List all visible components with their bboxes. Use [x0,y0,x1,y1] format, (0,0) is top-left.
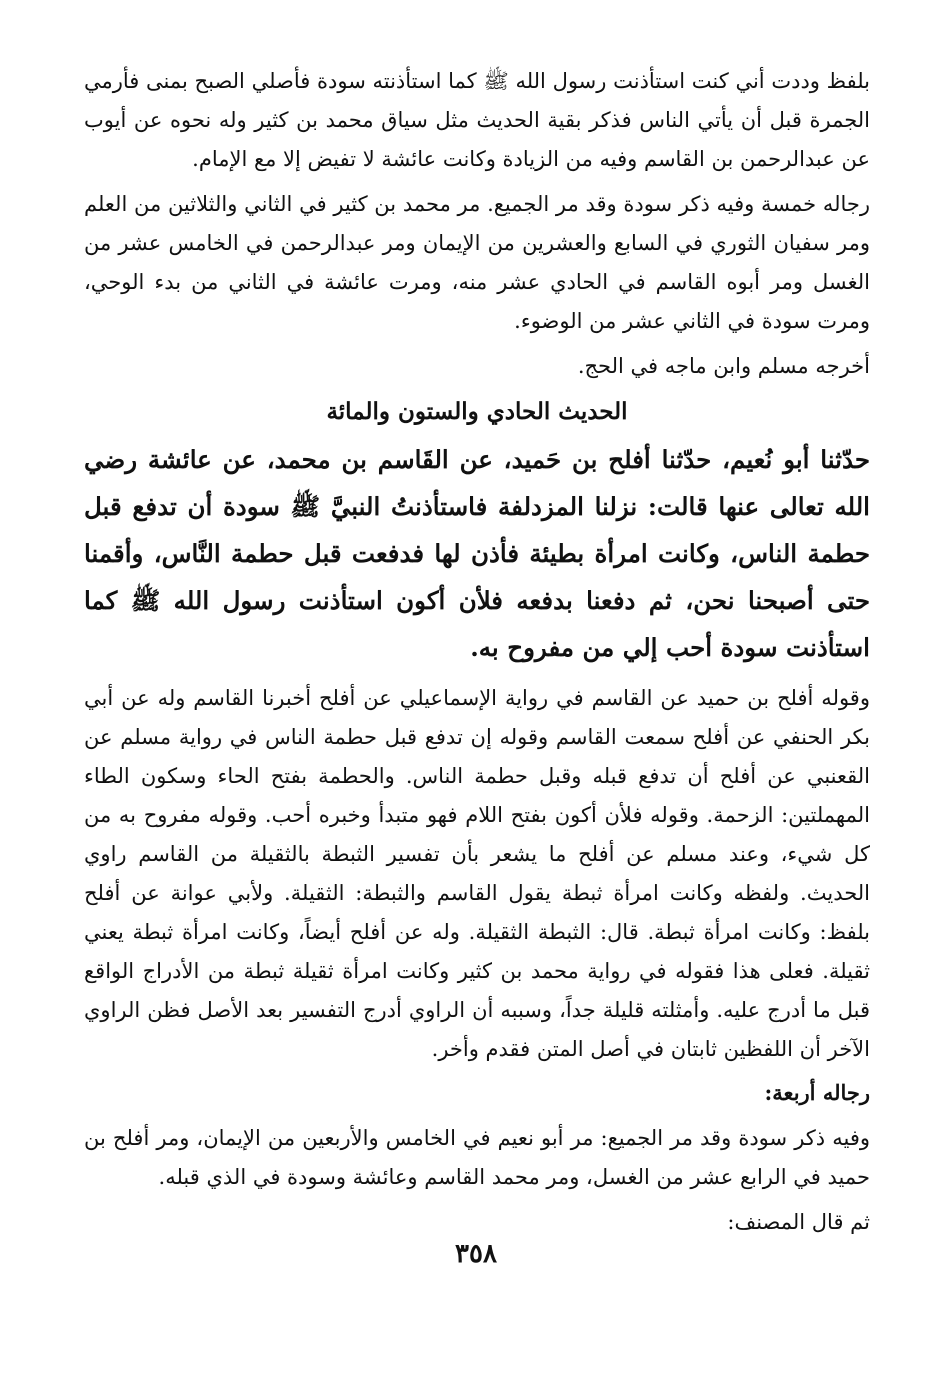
hadith-heading: الحديث الحادي والستون والمائة [326,398,628,425]
page-body [84,62,870,1242]
hadith-text: حدّثنا أبو نُعيم، حدّثنا أفلح بن حَميد، عن القَاسم بن محمد، عن عائشة رضي الله تعالى عنها قالت: نزلنا المزدلفة فاستأذنتُ النبيَّ ﷺ سودة أن تدفع قبل حطمة الناس، وكانت امرأة بطيئة فأذن لها فدفعت قبل حطمة النَّاس، وأقمنا حتى أصبحنا نحن، ثم دفعنا بدفعه فلأن أكون استأذنت رسول الله ﷺ كما استأذنت سودة أحب إلي من مفروح به. [84,445,870,662]
paragraph-narrators: رجاله خمسة وفيه ذكر سودة وقد مر الجميع. مر محمد بن كثير في الثاني والثلاثين من العلم ومر سفيان الثوري في السابع والعشرين من الإيمان ومر عبدالرحمن في الخامس عشر من الغسل ومر أبوه القاسم في الحادي عشر منه، ومرت عائشة في الثاني من بدء الوحي، ومرت سودة في الثاني عشر من الوضوء. [84,192,870,333]
page-number: ٣٥٨ [455,1239,497,1269]
paragraph-continuation: بلفظ وددت أني كنت استأذنت رسول الله ﷺ كما استأذنته سودة فأصلي الصبح بمنى فأرمي الجمرة قبل أن يأتي الناس فذكر بقية الحديث مثل سياق محمد بن كثير وله نحوه عن أيوب عن عبدالرحمن بن القاسم وفيه من الزيادة وكانت عائشة لا تفيض إلا مع الإمام. [84,69,870,171]
paragraph-commentary: وقوله أفلح بن حميد عن القاسم في رواية الإسماعيلي عن أفلح أخبرنا القاسم وله عن أبي بكر الحنفي عن أفلح سمعت القاسم وقوله إن تدفع قبل حطمة الناس في رواية مسلم عن القعنبي عن أفلح أن تدفع قبله وقبل حطمة الناس. والحطمة بفتح الحاء وسكون الطاء المهملتين: الزحمة. وقوله فلأن أكون بفتح اللام فهو متبدأ وخبره أحب. وقوله مفروح به من كل شيء، وعند مسلم عن أفلح ما يشعر بأن تفسير الثبطة بالثقيلة من القاسم راوي الحديث. ولفظه وكانت امرأة ثبطة يقول القاسم والثبطة: الثقيلة. ولأبي عوانة عن أفلح بلفظ: وكانت امرأة ثبطة. قال: الثبطة الثقيلة. وله عن أفلح أيضاً، وكانت امرأة ثبطة يعني ثقيلة. فعلى هذا فقوله في رواية محمد بن كثير وكانت امرأة ثقيلة ثبطة من الأدراج الواقع قبل ما أدرج عليه. وأمثلته قليلة جداً، وسببه أن الراوي أدرج التفسير بعد الأصل فظن الراوي الآخر أن اللفظين ثابتان في أصل المتن فقدم وأخر. [84,686,870,1061]
paragraph-narrators-detail: وفيه ذكر سودة وقد مر الجميع: مر أبو نعيم في الخامس والأربعين من الإيمان، ومر أفلح بن حميد في الرابع عشر من الغسل، ومر محمد القاسم وعائشة وسودة في الذي قبله. [84,1126,870,1189]
paragraph-author-said: ثم قال المصنف: [727,1210,870,1234]
narrators-label: رجاله أربعة: [764,1080,870,1105]
paragraph-takhrij: أخرجه مسلم وابن ماجه في الحج. [577,354,870,378]
